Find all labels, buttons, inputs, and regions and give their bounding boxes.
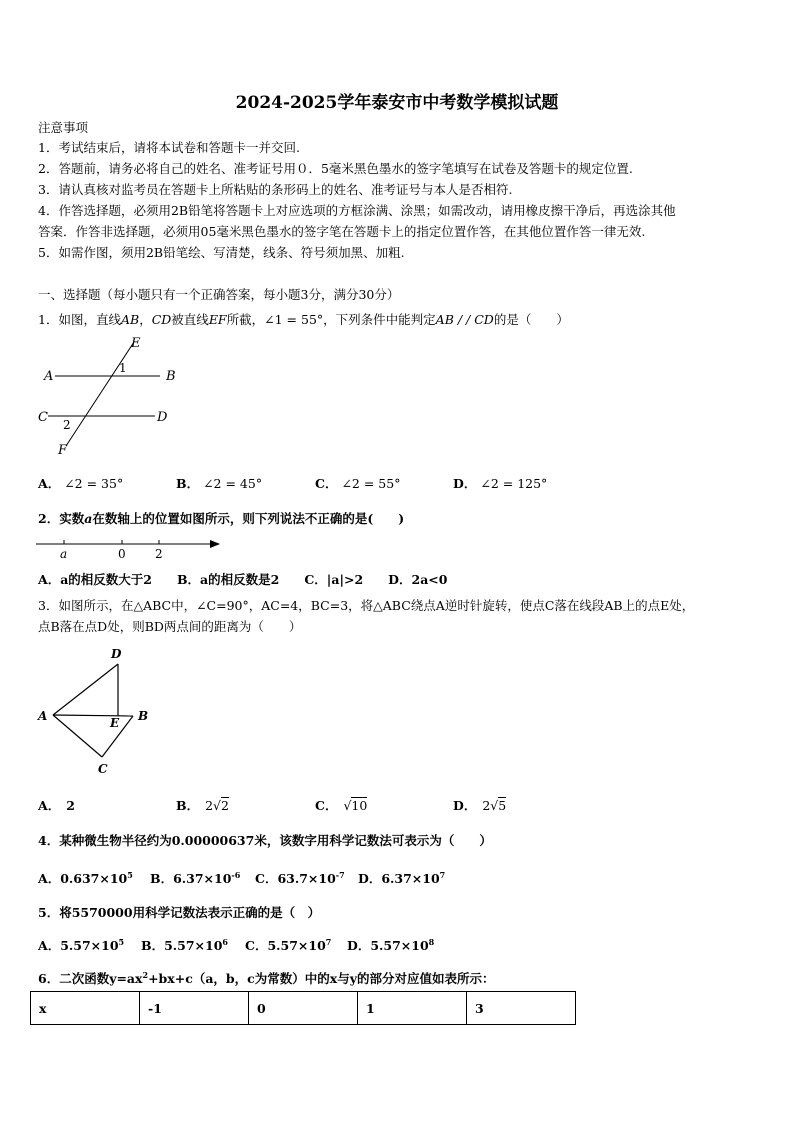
notice-heading: 注意事项	[38, 120, 89, 135]
q4-option-b: B．$6.37\times 10^{-6}$	[150, 869, 241, 886]
axis-label-a: a	[60, 547, 68, 561]
q1-option-d: D． ∠2 = 125°	[453, 476, 548, 491]
label-c: C	[38, 410, 48, 425]
label-e: E	[110, 716, 120, 730]
section-heading: 一、选择题（每小题只有一个正确答案，每小题3分，满分30分）	[38, 287, 400, 302]
axis-label-2: 2	[155, 547, 163, 561]
notice-line: 4．作答选择题，必须用2B铅笔将答题卡上对应选项的方框涂满、涂黑；如需改动，请用橡皮擦干净后，再选涂其他	[38, 203, 676, 218]
question-3-figure	[34, 644, 164, 778]
label-a: A	[44, 369, 54, 384]
label-d: D	[111, 647, 122, 661]
question-1-figure	[30, 334, 190, 460]
label-a: A	[38, 709, 48, 723]
question-2-stem: 2．实数a在数轴上的位置如图所示，则下列说法不正确的是( )	[38, 511, 405, 526]
table-cell: -1	[140, 992, 249, 1025]
axis-label-0: 0	[118, 547, 126, 561]
value-table	[30, 991, 576, 1025]
question-3-stem-line2: 点B落在点D处，则BD两点间的距离为（ ）	[38, 619, 302, 634]
question-3-stem-line1: 3．如图所示，在△ABC中，∠C=90°，AC=4，BC=3，将△ABC绕点A逆时针旋转，使点C落在线段AB上的点E处，	[38, 598, 695, 613]
question-5-stem: 5．将5570000用科学记数法表示正确的是（ ）	[38, 905, 321, 920]
label-b: B	[166, 369, 176, 384]
notice-line: 答案．作答非选择题，必须用05毫米黑色墨水的签字笔在答题卡上的指定位置作答，在其他位置作答一律无效.	[38, 224, 646, 239]
q5-option-b: B．$5.57\times 10^6$	[141, 936, 228, 953]
q1-option-c: C． ∠2 = 55°	[315, 476, 401, 491]
question-4-stem: 4．某种微生物半径约为0.00000637米，该数字用科学记数法可表示为（ ）	[38, 833, 492, 848]
label-angle-2: 2	[63, 418, 71, 432]
label-c: C	[98, 762, 108, 776]
q3-option-a: A． 2	[38, 798, 75, 813]
q3-option-d: D． 2√5	[453, 798, 507, 813]
q2-options: A．a的相反数大于2 B．a的相反数是2 C．|a|>2 D．2a<0	[38, 572, 448, 587]
table-cell: 0	[249, 992, 358, 1025]
q4-option-c: C．$63.7\times 10^{-7}$	[255, 869, 345, 886]
label-angle-1: 1	[119, 361, 127, 375]
notice-line: 3．请认真核对监考员在答题卡上所粘贴的条形码上的姓名、准考证号与本人是否相符.	[38, 182, 513, 197]
label-d: D	[157, 410, 168, 425]
table-cell: x	[31, 992, 140, 1025]
table-cell: 3	[467, 992, 576, 1025]
notice-line: 1．考试结束后，请将本试卷和答题卡一并交回.	[38, 140, 300, 155]
q5-option-a: A．$5.57\times 10^5$	[38, 936, 125, 953]
page-title: 2024-2025学年泰安市中考数学模拟试题	[235, 93, 559, 113]
number-line	[34, 534, 226, 564]
question-1-stem: 1．如图，直线AB，CD被直线EF所截，∠1 = 55°，下列条件中能判定AB / / CD的是（ ）	[38, 312, 569, 327]
label-e: E	[131, 336, 141, 351]
notice-line: 5．如需作图，须用2B铅笔绘、写清楚，线条、符号须加黑、加粗.	[38, 245, 405, 260]
q3-option-b: B． 2√2	[176, 798, 229, 813]
q3-option-c: C． √10	[315, 798, 368, 813]
table-row	[31, 992, 576, 1025]
q1-option-b: B． ∠2 = 45°	[176, 476, 263, 491]
label-b: B	[138, 709, 149, 723]
q1-option-a: A． ∠2 = 35°	[38, 476, 124, 491]
q5-option-d: D．$5.57\times 10^8$	[347, 936, 435, 953]
label-f: F	[58, 443, 68, 458]
notice-line: 2．答题前，请务必将自己的姓名、准考证号用０．5毫米黑色墨水的签字笔填写在试卷及答题卡的规定位置.	[38, 161, 633, 176]
table-cell: 1	[358, 992, 467, 1025]
q4-option-d: D．$6.37\times 10^7$	[358, 869, 446, 886]
q5-option-c: C．$5.57\times 10^7$	[245, 936, 332, 953]
q4-option-a: A．$0.637\times 10^5$	[38, 869, 133, 886]
question-6-stem: 6．二次函数$y=ax^2+bx+c(a$，b，c为常数）中的x与y的部分对应值如表所示：	[38, 970, 495, 987]
